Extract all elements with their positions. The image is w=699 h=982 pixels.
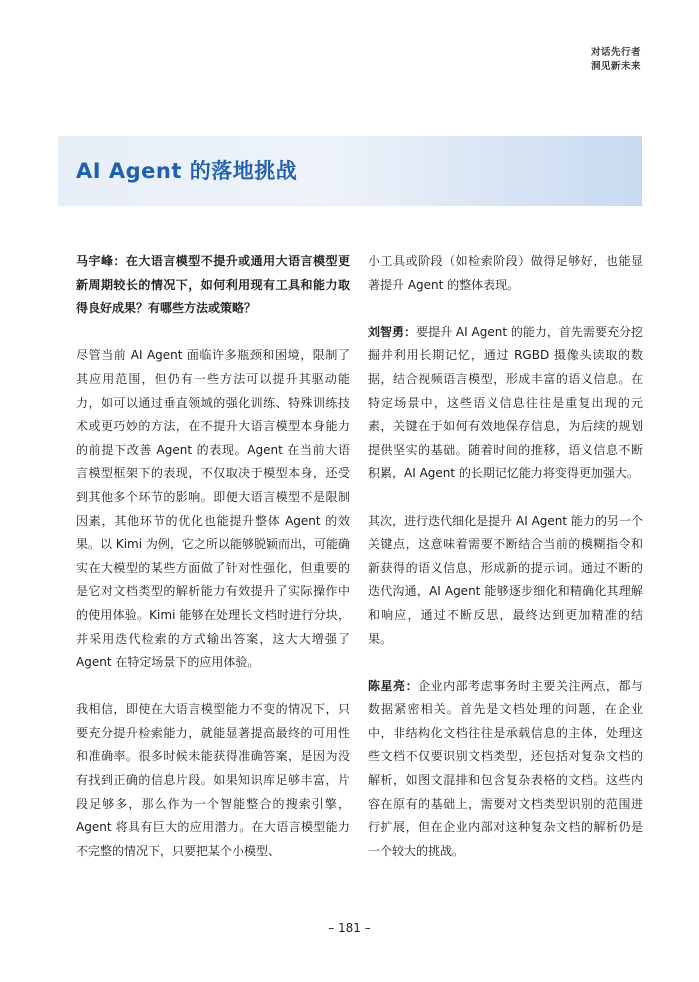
section-title: AI Agent 的落地挑战 <box>76 159 298 183</box>
speaker-name: 刘智勇： <box>368 324 417 339</box>
left-column <box>76 250 350 887</box>
answer-paragraph: 其次，进行迭代细化是提升 AI Agent 能力的另一个关键点，这意味着需要不断结合当前的模糊指令和新获得的语义信息，形成新的提示词。通过不断的迭代沟通，AI Agent 能够逐步细化和精确化其理解和响应，通过不断反思，最终达到更加精准的结果。 <box>368 513 643 646</box>
answer-text: 企业内部考虑事务时主要关注两点，都与数据紧密相关。首先是文档处理的问题，在企业中，非结构化文档往往是承载信息的主体，处理这些文档不仅要识别文档类型，还包括对复杂文档的解析，如图文混排和包含复杂表格的文档。这些内容在原有的基础上，需要对文档类型识别的范围进行扩展，但在企业内部对这种复杂文档的解析仍是一个较大的挑战。 <box>368 678 643 858</box>
running-header <box>591 46 641 74</box>
answer-text: 要提升 AI Agent 的能力，首先需要充分挖掘并利用长期记忆，通过 RGBD 摄像头读取的数据，结合视频语言模型，形成丰富的语义信息。在特定场景中，这些语义信息往往是重复出现的元素，关键在于如何有效地保存信息，为后续的规划提供坚实的基础。随着时间的推移，语义信息不断积累，AI Agent 的长期记忆能力将变得更加强大。 <box>368 324 643 481</box>
speaker-name: 陈星亮： <box>368 678 419 693</box>
section-banner <box>58 136 642 206</box>
question-speaker: 马宇峰： <box>76 254 126 268</box>
right-column <box>368 250 643 887</box>
answer-paragraph <box>368 675 643 864</box>
header-line-2: 洞见新未来 <box>590 61 641 72</box>
page-number: – 181 – <box>328 921 371 935</box>
answer-paragraph: 小工具或阶段（如检索阶段）做得足够好，也能显著提升 Agent 的整体表现。 <box>368 254 643 292</box>
interview-question <box>76 250 350 321</box>
header-line-1: 对话先行者 <box>590 47 641 58</box>
answer-paragraph <box>368 321 643 486</box>
question-text: 在大语言模型不提升或通用大语言模型更新周期较长的情况下，如何利用现有工具和能力取得良好成果？有哪些方法或策略？ <box>76 254 350 316</box>
answer-paragraph: 尽管当前 AI Agent 面临许多瓶颈和困境，限制了其应用范围，但仍有一些方法可以提升其驱动能力，如可以通过垂直领域的强化训练、特殊训练技术或更巧妙的方法，在不提升大语言模型本身能力的前提下改善 Agent 的表现。Agent 在当前大语言模型框架下的表现，不仅取决于模型本身，还受到其他多个环节的影响。即便大语言模型不是限制因素，其他环节的优化也能提升整体 Agent 的效果。以 Kimi 为例，它之所以能够脱颖而出，可能确实在大模型的某些方面做了针对性强化，但重要的是它对文档类型的解析能力有效提升了实际操作中的使用体验。Kimi 能够在处理长文档时进行分块，并采用迭代检索的方式输出答案，这大大增强了 Agent 在特定场景下的应用体验。 <box>76 348 350 670</box>
answer-paragraph: 我相信，即使在大语言模型能力不变的情况下，只要充分提升检索能力，就能显著提高最终的可用性和准确率。很多时候未能获得准确答案，是因为没有找到正确的信息片段。如果知识库足够丰富，片段足够多，那么作为一个智能整合的搜索引擎，Agent 将具有巨大的应用潜力。在大语言模型能力不完整的情况下，只要把某个小模型、 <box>76 702 350 858</box>
